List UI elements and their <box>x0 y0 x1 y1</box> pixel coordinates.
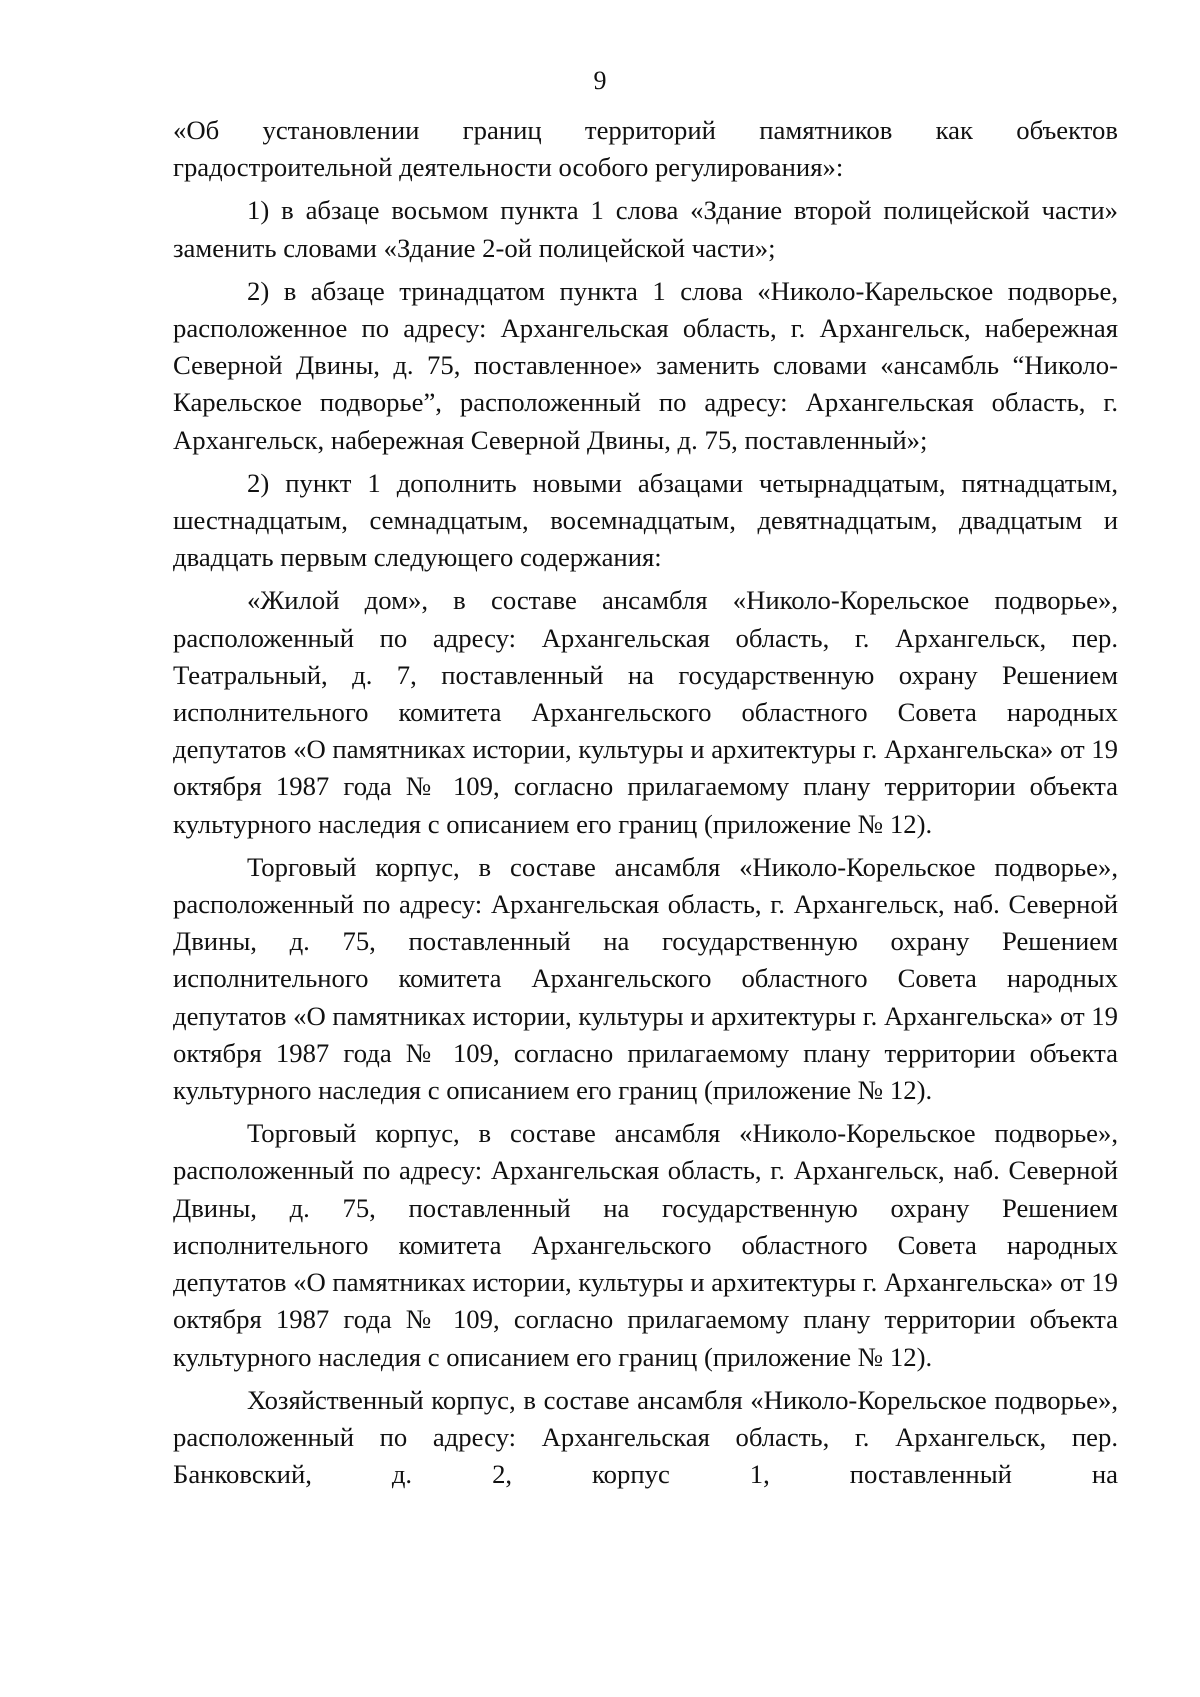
document-body <box>173 112 1118 1499</box>
paragraph-item-2: 2) в абзаце тринадцатом пункта 1 слова «Николо-Карельское подворье, расположенное по адресу: Архангельская область, г. Архангельск, набережная Северной Двины, д. 75, поставленное» заменить словами «ансамбль “Николо-Карельское подворье”, расположенный по адресу: Архангельская область, г. Архангельск, набережная Северной Двины, д. 75, поставленный»; <box>173 275 1118 455</box>
paragraph-item-2-supplement: 2) пункт 1 дополнить новыми абзацами четырнадцатым, пятнадцатым, шестнадцатым, семнадцатым, восемнадцатым, девятнадцатым, двадцатым и двадцать первым следующего содержания: <box>173 467 1118 573</box>
paragraph-intro: «Об установлении границ территорий памятников как объектов градостроительной деятельности особого регулирования»: <box>173 115 1118 183</box>
paragraph-trade-building-1: Торговый корпус, в составе ансамбля «Николо-Корельское подворье», расположенный по адресу: Архангельская область, г. Архангельск, наб. Северной Двины, д. 75, поставленный на государственную охрану Решением исполнительного комитета Архангельского областного Совета народных депутатов «О памятниках истории, культуры и архитектуры г. Архангельска» от 19 октября 1987 года № 109, согласно прилагаемому плану территории объекта культурного наследия с описанием его границ (приложение № 12). <box>173 851 1118 1106</box>
paragraph-utility-building: Хозяйственный корпус, в составе ансамбля «Николо-Корельское подворье», расположенный по адресу: Архангельская область, г. Архангельск, пер. Банковский, д. 2, корпус 1, поставленный на <box>173 1384 1118 1490</box>
paragraph-trade-building-2: Торговый корпус, в составе ансамбля «Николо-Корельское подворье», расположенный по адресу: Архангельская область, г. Архангельск, наб. Северной Двины, д. 75, поставленный на государственную охрану Решением исполнительного комитета Архангельского областного Совета народных депутатов «О памятниках истории, культуры и архитектуры г. Архангельска» от 19 октября 1987 года № 109, согласно прилагаемому плану территории объекта культурного наследия с описанием его границ (приложение № 12). <box>173 1118 1118 1372</box>
paragraph-item-1: 1) в абзаце восьмом пункта 1 слова «Здание второй полицейской части» заменить словами «Здание 2-ой полицейской части»; <box>173 195 1118 263</box>
paragraph-residential-house: «Жилой дом», в составе ансамбля «Николо-Корельское подворье», расположенный по адресу: Архангельская область, г. Архангельск, пер. Театральный, д. 7, поставленный на государственную охрану Решением исполнительного комитета Архангельского областного Совета народных депутатов «О памятниках истории, культуры и архитектуры г. Архангельска» от 19 октября 1987 года № 109, согласно прилагаемому плану территории объекта культурного наследия с описанием его границ (приложение № 12). <box>173 585 1118 839</box>
page-number: 9 <box>593 66 607 95</box>
